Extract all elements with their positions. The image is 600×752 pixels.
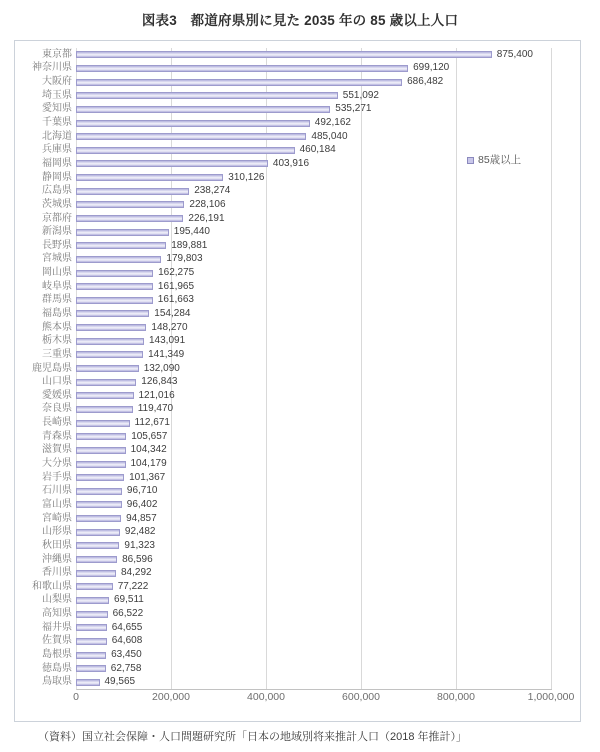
x-tick-label: 400,000 — [247, 691, 285, 703]
prefecture-label: 群馬県 — [42, 294, 72, 306]
chart-row — [15, 103, 575, 117]
bar — [76, 665, 106, 672]
bar — [76, 65, 408, 72]
chart-row — [15, 635, 575, 649]
chart-row — [15, 62, 575, 76]
bar — [76, 297, 153, 304]
bar — [76, 529, 120, 536]
bar — [76, 324, 146, 331]
prefecture-label: 大阪府 — [42, 76, 72, 88]
value-label: 49,565 — [104, 676, 136, 688]
chart-row — [15, 198, 575, 212]
prefecture-label: 徳島県 — [42, 662, 72, 674]
chart-row — [15, 553, 575, 567]
prefecture-label: 京都府 — [42, 212, 72, 224]
bar — [76, 461, 126, 468]
legend — [467, 155, 521, 166]
value-label: 195,440 — [173, 226, 210, 238]
value-label: 226,191 — [188, 212, 225, 224]
chart-row — [15, 471, 575, 485]
prefecture-label: 三重県 — [42, 348, 72, 360]
value-label: 62,758 — [110, 662, 142, 674]
value-label: 141,349 — [148, 348, 185, 360]
value-label: 104,179 — [130, 458, 167, 470]
value-label: 179,803 — [166, 253, 203, 265]
value-label: 91,323 — [124, 539, 155, 551]
chart-row — [15, 512, 575, 526]
value-label: 148,270 — [151, 321, 188, 333]
prefecture-label: 広島県 — [42, 185, 72, 197]
bar — [76, 583, 113, 590]
prefecture-label: 静岡県 — [42, 171, 72, 183]
prefecture-label: 東京都 — [42, 48, 72, 60]
chart-row — [15, 212, 575, 226]
chart-row — [15, 266, 575, 280]
value-label: 94,857 — [126, 512, 157, 524]
bar — [76, 174, 223, 181]
prefecture-label: 熊本県 — [42, 321, 72, 333]
prefecture-label: 高知県 — [42, 608, 72, 620]
prefecture-label: 奈良県 — [42, 403, 72, 415]
prefecture-label: 神奈川県 — [32, 62, 72, 74]
value-label: 699,120 — [413, 62, 450, 74]
bar — [76, 570, 116, 577]
value-label: 92,482 — [124, 526, 156, 538]
value-label: 63,450 — [111, 649, 142, 660]
chart-row — [15, 539, 575, 553]
bar — [76, 120, 310, 127]
value-label: 104,342 — [130, 444, 167, 456]
value-label: 238,274 — [194, 185, 231, 197]
value-label: 119,470 — [137, 403, 174, 415]
prefecture-label: 鹿児島県 — [32, 362, 72, 374]
chart-row — [15, 321, 575, 335]
chart-row — [15, 130, 575, 144]
chart-row — [15, 362, 575, 376]
prefecture-label: 和歌山県 — [32, 580, 72, 592]
bar — [76, 433, 126, 440]
prefecture-label: 福島県 — [42, 307, 72, 319]
prefecture-label: 埼玉県 — [42, 89, 72, 101]
chart-row — [15, 648, 575, 662]
value-label: 162,275 — [158, 267, 195, 279]
chart-row — [15, 184, 575, 198]
bar — [76, 133, 306, 140]
bar — [76, 160, 268, 167]
prefecture-label: 岡山県 — [42, 267, 72, 279]
bar — [76, 597, 109, 604]
prefecture-label: 山形県 — [42, 526, 72, 538]
bar — [76, 92, 338, 99]
value-label: 96,402 — [126, 498, 158, 510]
prefecture-label: 滋賀県 — [42, 444, 72, 456]
prefecture-label: 石川県 — [42, 485, 72, 497]
value-label: 161,663 — [157, 294, 194, 306]
value-label: 535,271 — [335, 103, 372, 115]
bar — [76, 447, 126, 454]
chart-row — [15, 416, 575, 430]
bar — [76, 229, 169, 236]
bar — [76, 283, 153, 290]
prefecture-label: 茨城県 — [42, 198, 72, 210]
bar — [76, 379, 136, 386]
bar — [76, 420, 130, 427]
prefecture-label: 青森県 — [42, 430, 72, 442]
bar — [76, 488, 122, 495]
prefecture-label: 鳥取県 — [42, 676, 72, 688]
value-label: 64,608 — [111, 635, 143, 647]
bar — [76, 106, 330, 113]
value-label: 551,092 — [342, 89, 379, 101]
prefecture-label: 岐阜県 — [42, 280, 72, 292]
prefecture-label: 秋田県 — [42, 539, 72, 551]
chart-row — [15, 498, 575, 512]
prefecture-label: 愛媛県 — [42, 389, 72, 401]
bar — [76, 242, 166, 249]
chart-row — [15, 253, 575, 267]
prefecture-label: 香川県 — [42, 567, 72, 579]
prefecture-label: 宮城県 — [42, 253, 72, 265]
prefecture-label: 長崎県 — [42, 417, 72, 429]
chart-row — [15, 294, 575, 308]
bar — [76, 638, 107, 645]
chart-row — [15, 430, 575, 444]
value-label: 132,090 — [143, 362, 180, 374]
chart-row — [15, 239, 575, 253]
bar — [76, 256, 161, 263]
value-label: 96,710 — [126, 485, 158, 497]
value-label: 77,222 — [117, 580, 149, 592]
bar — [76, 51, 492, 58]
prefecture-label: 長野県 — [42, 239, 72, 251]
legend-swatch-icon — [467, 157, 474, 164]
value-label: 86,596 — [122, 553, 153, 565]
value-label: 66,522 — [112, 608, 144, 620]
chart-title: 図表3 都道府県別に見た 2035 年の 85 歳以上人口 — [141, 13, 459, 28]
value-label: 460,184 — [299, 144, 336, 156]
chart-row — [15, 525, 575, 539]
chart-row — [15, 171, 575, 185]
x-tick-label: 800,000 — [437, 691, 475, 703]
value-label: 189,881 — [171, 239, 208, 251]
bar — [76, 147, 295, 154]
bar — [76, 201, 184, 208]
value-label: 143,091 — [149, 335, 186, 347]
prefecture-label: 山梨県 — [42, 594, 72, 606]
value-label: 105,657 — [131, 430, 168, 442]
bar — [76, 501, 122, 508]
value-label: 69,511 — [114, 594, 144, 606]
value-label: 228,106 — [189, 198, 226, 210]
prefecture-label: 福岡県 — [42, 157, 72, 169]
x-tick-label: 200,000 — [152, 691, 190, 703]
chart-row — [15, 621, 575, 635]
value-label: 485,040 — [311, 130, 348, 142]
prefecture-label: 千葉県 — [42, 117, 72, 129]
prefecture-label: 大分県 — [42, 458, 72, 470]
bar — [76, 406, 133, 413]
prefecture-label: 北海道 — [42, 130, 72, 142]
bar — [76, 310, 149, 317]
x-tick-label: 1,000,000 — [527, 691, 575, 703]
chart-row — [15, 580, 575, 594]
chart-row — [15, 225, 575, 239]
value-label: 64,655 — [111, 621, 143, 633]
prefecture-label: 福井県 — [42, 621, 72, 633]
value-label: 121,016 — [138, 389, 175, 401]
chart-frame — [14, 40, 581, 722]
prefecture-label: 兵庫県 — [42, 144, 72, 156]
chart-row — [15, 389, 575, 403]
bar — [76, 611, 108, 618]
value-label: 875,400 — [496, 48, 533, 60]
chart-row — [15, 444, 575, 458]
chart-row — [15, 307, 575, 321]
bar — [76, 188, 189, 195]
bar — [76, 515, 121, 522]
chart-row — [15, 116, 575, 130]
chart-row — [15, 89, 575, 103]
prefecture-label: 沖縄県 — [42, 553, 72, 565]
chart-row — [15, 403, 575, 417]
bar — [76, 652, 106, 659]
chart-row — [15, 457, 575, 471]
bar — [76, 679, 100, 686]
x-tick-label: 0 — [73, 691, 79, 703]
source-note: （資料）国立社会保障・人口問題研究所「日本の地域別将来推計人口（2018 年推計）」 — [38, 731, 468, 743]
chart-row — [15, 607, 575, 621]
bar — [76, 542, 119, 549]
value-label: 126,843 — [141, 376, 178, 388]
prefecture-label: 岩手県 — [42, 471, 72, 483]
chart-row — [15, 48, 575, 62]
legend-label: 85歳以上 — [478, 154, 522, 166]
chart-row — [15, 280, 575, 294]
bar — [76, 556, 117, 563]
x-tick-label: 600,000 — [342, 691, 380, 703]
prefecture-label: 島根県 — [42, 649, 72, 660]
prefecture-label: 愛知県 — [42, 103, 72, 115]
value-label: 112,671 — [134, 417, 170, 429]
chart-row — [15, 348, 575, 362]
bar — [76, 474, 124, 481]
chart-row — [15, 75, 575, 89]
prefecture-label: 宮崎県 — [42, 512, 72, 524]
chart-row — [15, 375, 575, 389]
bar — [76, 338, 144, 345]
bar — [76, 79, 402, 86]
value-label: 403,916 — [272, 157, 310, 169]
chart-row — [15, 566, 575, 580]
bar — [76, 392, 134, 399]
bar — [76, 215, 183, 222]
bar — [76, 624, 107, 631]
prefecture-label: 栃木県 — [42, 335, 72, 347]
value-label: 686,482 — [407, 76, 444, 88]
bar — [76, 351, 143, 358]
value-label: 161,965 — [157, 280, 195, 292]
prefecture-label: 富山県 — [42, 498, 72, 510]
value-label: 310,126 — [228, 171, 265, 183]
prefecture-label: 佐賀県 — [42, 635, 72, 647]
bar — [76, 365, 139, 372]
value-label: 154,284 — [154, 307, 191, 319]
chart-row — [15, 675, 575, 689]
value-label: 101,367 — [129, 471, 166, 483]
x-axis — [15, 692, 582, 706]
value-label: 492,162 — [314, 117, 351, 129]
chart-row — [15, 334, 575, 348]
chart-row — [15, 594, 575, 608]
chart-row — [15, 485, 575, 499]
prefecture-label: 新潟県 — [42, 226, 72, 238]
value-label: 84,292 — [121, 567, 152, 579]
prefecture-label: 山口県 — [42, 376, 72, 388]
chart-rows — [15, 48, 575, 689]
chart-row — [15, 662, 575, 676]
bar — [76, 270, 153, 277]
